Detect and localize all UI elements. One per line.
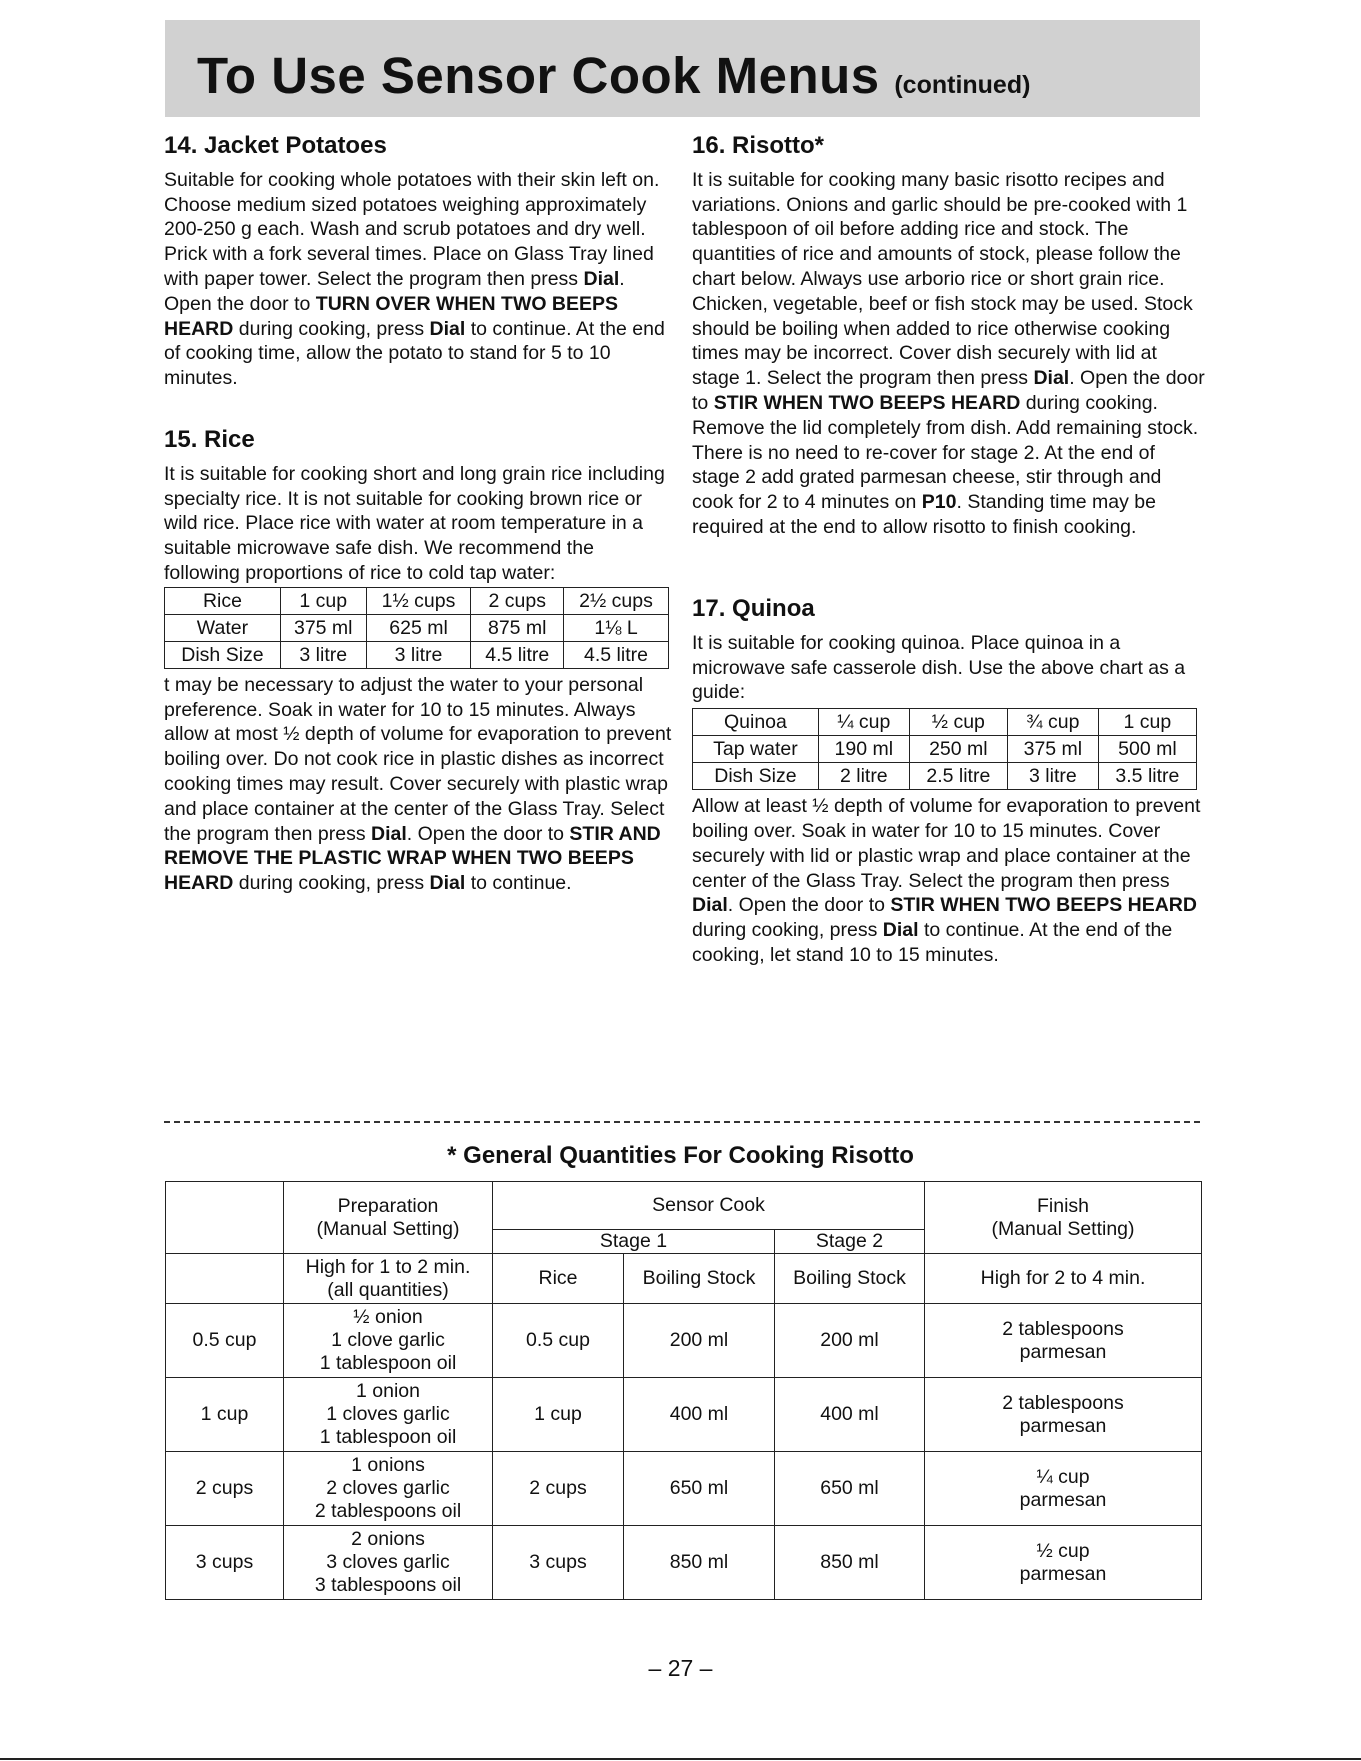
table-cell-blank <box>166 1182 284 1254</box>
table-row <box>165 587 669 614</box>
section-rice <box>164 426 672 896</box>
table-cell: 1 cup <box>280 587 366 614</box>
table-cell: 2.5 litre <box>909 763 1007 790</box>
header-sensor-cook: Sensor Cook <box>493 1182 925 1230</box>
table-cell: 4.5 litre <box>564 641 669 668</box>
table-cell: 3.5 litre <box>1098 763 1196 790</box>
risotto-quantities-table <box>165 1181 1202 1600</box>
table-cell: Quinoa <box>693 709 819 736</box>
table-cell: Water <box>165 614 281 641</box>
cell-preparation: 1 onion 1 cloves garlic 1 tablespoon oil <box>284 1378 493 1452</box>
cell-preparation: ½ onion 1 clove garlic 1 tablespoon oil <box>284 1304 493 1378</box>
bottom-rule <box>0 1758 1361 1760</box>
table-row <box>693 736 1197 763</box>
cell-rice: 2 cups <box>493 1452 624 1526</box>
table-row <box>693 763 1197 790</box>
header-finish: Finish (Manual Setting) <box>925 1182 1202 1254</box>
table-header-row <box>166 1182 1202 1230</box>
table-cell: 1½ cups <box>366 587 471 614</box>
section-intro: It is suitable for cooking short and long grain rice including specialty rice. It is not suitable for cooking brown rice or wild rice. Place rice with water at room temperature in a suitable microwave safe dish. We recommend the following proportions of rice to cold tap water: <box>164 462 665 584</box>
table-cell: Tap water <box>693 736 819 763</box>
page-title <box>197 46 1030 105</box>
table-cell: 3 litre <box>280 641 366 668</box>
cell-finish: ½ cup parmesan <box>925 1526 1202 1600</box>
section-quinoa <box>692 597 1207 968</box>
cell-stock-1: 650 ml <box>624 1452 775 1526</box>
table-cell: 875 ml <box>471 614 564 641</box>
table-cell: 375 ml <box>280 614 366 641</box>
section-jacket-potatoes <box>164 134 669 391</box>
cell-rice: 3 cups <box>493 1526 624 1600</box>
dashed-divider <box>164 1121 1200 1123</box>
section-risotto <box>692 134 1207 540</box>
page-header <box>165 20 1200 117</box>
subheader-preparation: High for 1 to 2 min. (all quantities) <box>284 1254 493 1304</box>
cell-quantity: 1 cup <box>166 1378 284 1452</box>
table-cell: 190 ml <box>818 736 909 763</box>
table-cell: 3 litre <box>1007 763 1098 790</box>
header-preparation: Preparation (Manual Setting) <box>284 1182 493 1254</box>
cell-finish: 2 tablespoons parmesan <box>925 1378 1202 1452</box>
quinoa-proportions-table <box>692 708 1197 790</box>
cell-stock-2: 200 ml <box>775 1304 925 1378</box>
table-row <box>166 1378 1202 1452</box>
cell-quantity: 3 cups <box>166 1526 284 1600</box>
table-row <box>693 709 1197 736</box>
subheader-boiling-stock-1: Boiling Stock <box>624 1254 775 1304</box>
cell-stock-1: 850 ml <box>624 1526 775 1600</box>
section-heading: 14. Jacket Potatoes <box>164 132 387 159</box>
section-heading: 17. Quinoa <box>692 595 815 622</box>
cell-rice: 0.5 cup <box>493 1304 624 1378</box>
section-intro: It is suitable for cooking quinoa. Place quinoa in a microwave safe casserole dish. Use the above chart as a guide: <box>692 631 1186 704</box>
cell-stock-2: 400 ml <box>775 1378 925 1452</box>
table-cell: ½ cup <box>909 709 1007 736</box>
subheader-finish: High for 2 to 4 min. <box>925 1254 1202 1304</box>
table-cell: 3 litre <box>366 641 471 668</box>
cell-stock-2: 650 ml <box>775 1452 925 1526</box>
cell-preparation: 2 onions 3 cloves garlic 3 tablespoons oil <box>284 1526 493 1600</box>
risotto-table-title: * General Quantities For Cooking Risotto <box>447 1142 914 1169</box>
table-cell: Dish Size <box>165 641 281 668</box>
section-body: Allow at least ½ depth of volume for evaporation to prevent boiling over. Soak in water for 10 to 15 minutes. Cover securely with lid or plastic wrap and place container at the center of the Glass Tray. Select the program then press Dial. Open the door to STIR WHEN TWO BEEPS HEARD during cooking, press Dial to continue. At the end of the cooking, let stand 10 to 15 minutes. <box>692 795 1201 966</box>
subheader-boiling-stock-2: Boiling Stock <box>775 1254 925 1304</box>
table-cell: 2 cups <box>471 587 564 614</box>
cell-finish: 2 tablespoons parmesan <box>925 1304 1202 1378</box>
cell-stock-1: 400 ml <box>624 1378 775 1452</box>
header-stage-1: Stage 1 <box>493 1230 775 1254</box>
table-row <box>166 1452 1202 1526</box>
table-cell: 500 ml <box>1098 736 1196 763</box>
table-cell: 625 ml <box>366 614 471 641</box>
table-row <box>165 641 669 668</box>
table-cell: ¼ cup <box>818 709 909 736</box>
cell-preparation: 1 onions 2 cloves garlic 2 tablespoons oil <box>284 1452 493 1526</box>
cell-stock-1: 200 ml <box>624 1304 775 1378</box>
table-cell: 2 litre <box>818 763 909 790</box>
section-body: It is suitable for cooking many basic risotto recipes and variations. Onions and garlic should be pre-cooked with 1 tablespoon of oil before adding rice and stock. The quantities of rice and amounts of stock, please follow the chart below. Always use arborio rice or short grain rice. Chicken, vegetable, beef or fish stock may be used. Stock should be boiling when added to rice otherwise cooking times may be incorrect. Cover dish securely with lid at stage 1. Select the program then press Dial. Open the door to STIR WHEN TWO BEEPS HEARD during cooking. Remove the lid completely from dish. Add remaining stock. There is no need to re-cover for stage 2. At the end of stage 2 add grated parmesan cheese, stir through and cook for 2 to 4 minutes on P10. Standing time may be required at the end to allow risotto to finish cooking. <box>692 168 1205 538</box>
table-cell: 1⅛ L <box>564 614 669 641</box>
table-row <box>166 1304 1202 1378</box>
table-cell: Dish Size <box>693 763 819 790</box>
table-row <box>166 1526 1202 1600</box>
section-heading: 16. Risotto* <box>692 132 825 159</box>
table-cell: 2½ cups <box>564 587 669 614</box>
table-row <box>165 614 669 641</box>
title-main: To Use Sensor Cook Menus <box>197 47 880 104</box>
table-cell: 4.5 litre <box>471 641 564 668</box>
rice-proportions-table <box>164 587 669 669</box>
section-heading: 15. Rice <box>164 426 255 453</box>
table-cell: ¾ cup <box>1007 709 1098 736</box>
section-body: t may be necessary to adjust the water to your personal preference. Soak in water for 10 to 15 minutes. Always allow at most ½ depth of volume for evaporation to prevent boiling over. Do not cook rice in plastic dishes as incorrect cooking times may result. Cover securely with plastic wrap and place container at the center of the Glass Tray. Select the program then press Dial. Open the door to STIR AND REMOVE THE PLASTIC WRAP WHEN TWO BEEPS HEARD during cooking, press Dial to continue. <box>164 673 672 895</box>
table-cell-blank <box>166 1254 284 1304</box>
table-cell: 1 cup <box>1098 709 1196 736</box>
cell-stock-2: 850 ml <box>775 1526 925 1600</box>
table-cell: Rice <box>165 587 281 614</box>
table-cell: 250 ml <box>909 736 1007 763</box>
table-subheader-row <box>166 1254 1202 1304</box>
cell-quantity: 2 cups <box>166 1452 284 1526</box>
page-number: – 27 – <box>648 1655 713 1681</box>
subheader-rice: Rice <box>493 1254 624 1304</box>
section-body: Suitable for cooking whole potatoes with their skin left on. Choose medium sized potatoes weighing approximately 200-250 g each. Wash and scrub potatoes and dry well. Prick with a fork several times. Place on Glass Tray lined with paper tower. Select the program then press Dial. Open the door to TURN OVER WHEN TWO BEEPS HEARD during cooking, press Dial to continue. At the end of cooking time, allow the potato to stand for 5 to 10 minutes. <box>164 168 665 390</box>
cell-quantity: 0.5 cup <box>166 1304 284 1378</box>
cell-finish: ¼ cup parmesan <box>925 1452 1202 1526</box>
table-cell: 375 ml <box>1007 736 1098 763</box>
header-stage-2: Stage 2 <box>775 1230 925 1254</box>
title-continued: (continued) <box>894 71 1031 99</box>
cell-rice: 1 cup <box>493 1378 624 1452</box>
